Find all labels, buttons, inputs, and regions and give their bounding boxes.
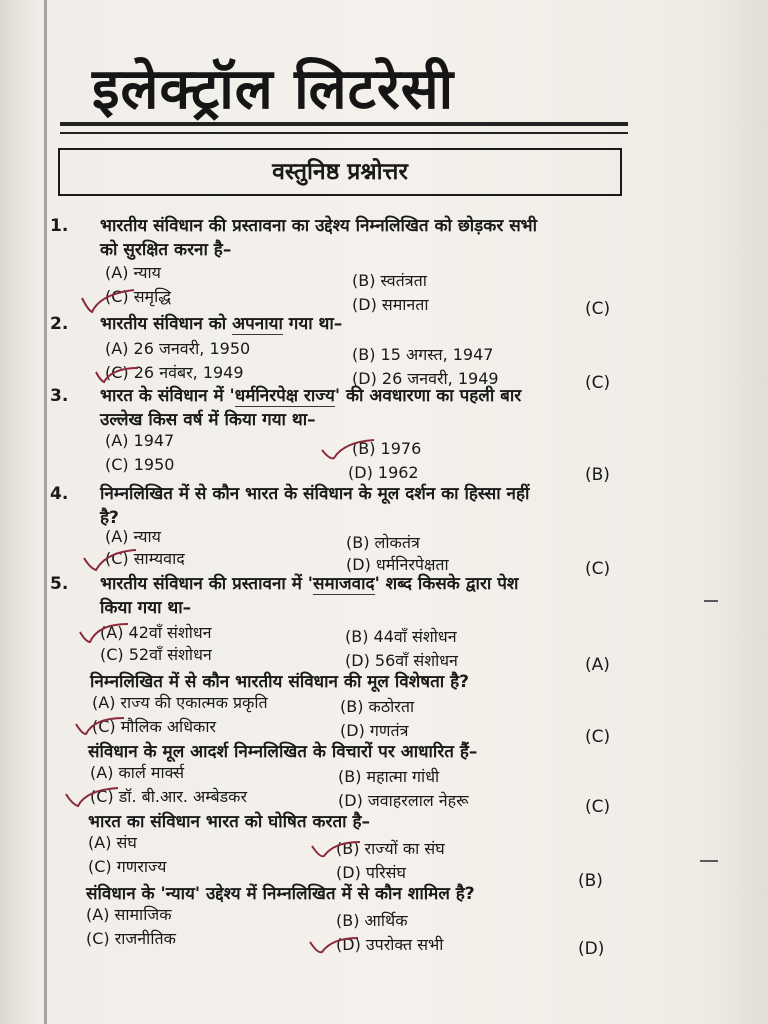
option-d: (D) जवाहरलाल नेहरू [338,791,469,810]
question-text-cont: है? [100,508,119,528]
question-text: संविधान के 'न्याय' उद्देश्य में निम्नलिखित में से कौन शामिल है? [86,884,475,904]
option-d: (D) उपरोक्त सभी [336,935,444,954]
question-text [100,384,630,408]
option-d: (D) परिसंघ [336,863,406,882]
question-number: 4. [50,484,69,504]
option-a: (A) न्याय [105,527,161,546]
title-rule-thin [60,132,628,134]
option-c: (C) 26 नवंबर, 1949 [105,363,244,382]
section-heading: वस्तुनिष्ठ प्रश्नोत्तर [58,148,622,196]
option-a: (A) न्याय [105,263,161,282]
question-text [100,572,630,596]
answer-key: (A) [585,655,610,675]
option-b: (B) 15 अगस्त, 1947 [352,345,494,364]
underlined-term: धर्मनिरपेक्ष राज्य [234,386,335,406]
question-text-cont: उल्लेख किस वर्ष में किया गया था– [100,410,316,430]
option-c: (C) साम्यवाद [105,549,185,568]
option-a: (A) 42वाँ संशोधन [100,623,212,642]
option-d: (D) समानता [352,295,429,314]
margin-mark [700,860,718,862]
question-text-pre: भारत के संविधान में ' [100,386,235,406]
option-a: (A) सामाजिक [86,905,172,924]
option-d: (D) गणतंत्र [340,721,409,740]
answer-key: (C) [585,299,611,319]
question-text [100,312,630,336]
option-b: (B) कठोरता [340,697,415,716]
option-b: (B) महात्मा गांधी [338,767,440,786]
question-text: निम्नलिखित में से कौन भारतीय संविधान की मूल विशेषता है? [90,672,470,692]
question-text-post: गया था– [282,314,343,334]
title-rule-thick [60,122,628,126]
page-title: इलेक्ट्रॉल लिटरेसी [92,56,455,122]
option-c: (C) समृद्धि [105,287,172,306]
question-text-post: ' की अवधारणा का पहली बार [334,386,522,406]
answer-key: (B) [578,871,603,891]
question-text: भारतीय संविधान की प्रस्तावना का उद्देश्य निम्नलिखित को छोड़कर सभी [100,216,538,236]
answer-key: (C) [585,373,611,393]
answer-key: (C) [585,727,611,747]
option-d: (D) 56वाँ संशोधन [345,651,458,670]
option-a: (A) संघ [88,833,137,852]
question-number: 3. [50,386,69,406]
option-b: (B) राज्यों का संघ [336,839,445,858]
option-a: (A) कार्ल मार्क्स [90,763,185,782]
question-text: निम्नलिखित में से कौन भारत के संविधान के मूल दर्शन का हिस्सा नहीं [100,484,530,504]
question-text: भारत का संविधान भारत को घोषित करता है– [88,812,370,832]
option-a: (A) 1947 [105,431,175,450]
option-d: (D) धर्मनिरपेक्षता [346,555,449,574]
option-d: (D) 1962 [348,463,419,482]
question-text-pre: भारतीय संविधान की प्रस्तावना में ' [100,574,313,594]
answer-key: (C) [585,797,611,817]
question-text-cont: किया गया था– [100,598,192,618]
question-text-cont: को सुरक्षित करना है– [100,240,232,260]
option-b: (B) लोकतंत्र [346,533,420,552]
book-spine-shadow [44,0,47,1024]
underlined-term: अपनाया [232,314,283,334]
option-a: (A) राज्य की एकात्मक प्रकृति [92,693,268,712]
question-number: 5. [50,574,69,594]
answer-key: (C) [585,559,611,579]
option-b: (B) 44वाँ संशोधन [345,627,457,646]
option-c: (C) डॉ. बी.आर. अम्बेडकर [90,787,248,806]
option-c: (C) गणराज्य [88,857,167,876]
answer-key: (B) [585,465,610,485]
answer-key: (D) [578,939,605,959]
underlined-term: समाजवाद [313,574,375,594]
option-b: (B) 1976 [352,439,422,458]
option-b: (B) स्वतंत्रता [352,271,427,290]
option-b: (B) आर्थिक [336,911,408,930]
option-d: (D) 26 जनवरी, 1949 [352,369,499,388]
margin-mark [704,600,718,602]
question-text-pre: भारतीय संविधान को [100,314,233,334]
question-number: 1. [50,216,69,236]
option-c: (C) मौलिक अधिकार [92,717,217,736]
option-c: (C) 1950 [105,455,175,474]
option-c: (C) 52वाँ संशोधन [100,645,212,664]
question-number: 2. [50,314,69,334]
question-text-post: ' शब्द किसके द्वारा पेश [374,574,519,594]
option-a: (A) 26 जनवरी, 1950 [105,339,251,358]
option-c: (C) राजनीतिक [86,929,176,948]
question-text: संविधान के मूल आदर्श निम्नलिखित के विचारों पर आधारित हैं– [88,742,478,762]
